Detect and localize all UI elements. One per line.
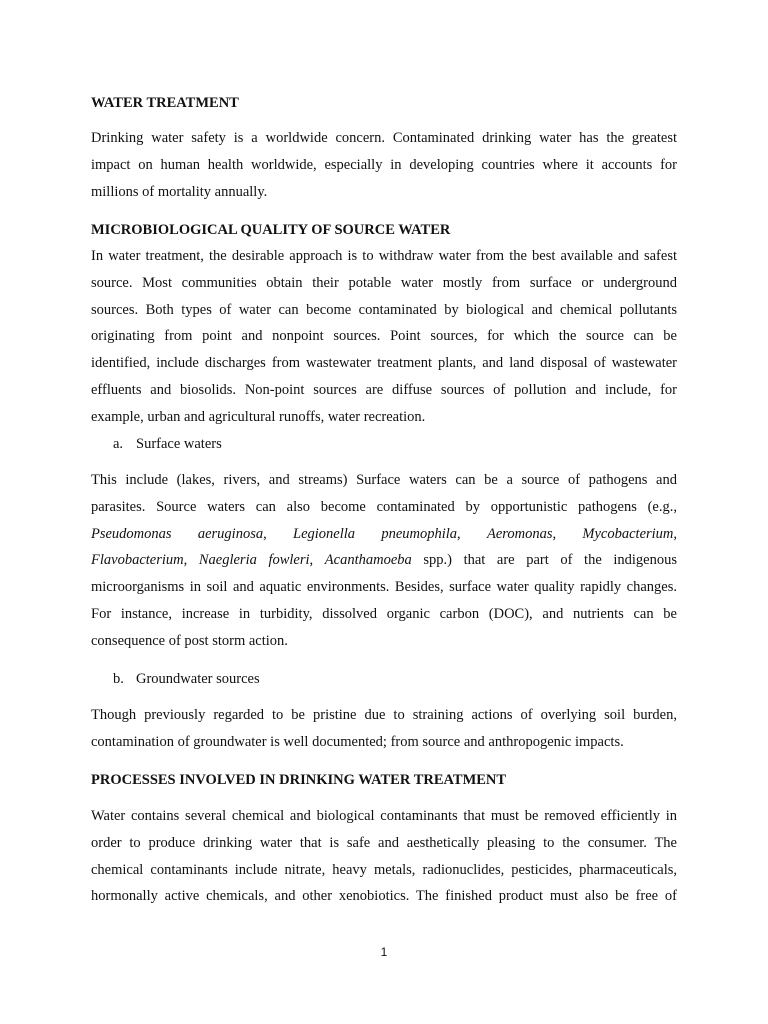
text-line: sources. Both types of water can become contaminated by biological and chemical pollutants: [91, 301, 677, 318]
species-name: Naegleria fowleri: [198, 552, 310, 569]
text-fragment: ,: [457, 525, 487, 542]
text-line: consequence of post storm action.: [91, 632, 288, 649]
text-line: identified, include discharges from wastewater treatment plants, and land disposal of wastewater: [91, 355, 677, 372]
text-line: originating from point and nonpoint sources. Point sources, for which the source can be: [91, 328, 677, 345]
heading-microbiological-quality: MICROBIOLOGICAL QUALITY OF SOURCE WATER: [91, 222, 451, 238]
list-item-surface-waters: [113, 435, 222, 453]
text-line: In water treatment, the desirable approach is to withdraw water from the best available and safest: [91, 248, 677, 264]
text-line: Water contains several chemical and biological contaminants that must be removed efficiently in: [91, 808, 677, 824]
list-item-label: Surface waters: [136, 436, 222, 452]
species-name: Pseudomonas aeruginosa: [91, 525, 264, 542]
text-line: Though previously regarded to be pristine due to straining actions of overlying soil burden,: [91, 707, 677, 723]
species-name: Mycobacterium: [582, 525, 674, 542]
list-marker: a.: [113, 436, 124, 452]
text-fragment: ,: [673, 525, 678, 542]
paragraph-source-water: [91, 243, 677, 431]
text-line: Drinking water safety is a worldwide concern. Contaminated drinking water has the greatest: [91, 130, 677, 146]
list-item-groundwater-sources: [113, 670, 260, 688]
text-line: impact on human health worldwide, especially in developing countries where it accounts for: [91, 156, 677, 173]
text-fragment: ,: [552, 525, 583, 542]
text-line: [91, 521, 677, 548]
text-line: This include (lakes, rivers, and streams) Surface waters can be a source of pathogens and: [91, 472, 677, 488]
species-name: Flavobacterium: [91, 552, 184, 569]
text-fragment: spp.) that are part of the indigenous: [411, 552, 677, 569]
text-line: parasites. Source waters can also become contaminated by opportunistic pathogens (e.g.,: [91, 498, 677, 515]
text-line: microorganisms in soil and aquatic environments. Besides, surface water quality rapidly changes.: [91, 579, 677, 596]
text-line: chemical contaminants include nitrate, heavy metals, radionuclides, pesticides, pharmaceuticals,: [91, 861, 677, 878]
text-line: hormonally active chemicals, and other xenobiotics. The finished product must also be free of: [91, 888, 677, 905]
paragraph-processes: [91, 803, 677, 910]
paragraph-groundwater: [91, 702, 677, 756]
text-fragment: ,: [183, 552, 199, 569]
text-line: order to produce drinking water that is safe and aesthetically pleasing to the consumer. The: [91, 834, 677, 851]
text-line: [91, 547, 677, 574]
paragraph-intro: [91, 125, 677, 205]
paragraph-surface-waters: [91, 467, 677, 655]
species-name: Legionella pneumophila: [293, 525, 458, 542]
species-name: Aeromonas: [486, 525, 553, 542]
text-line: For instance, increase in turbidity, dissolved organic carbon (DOC), and nutrients can be: [91, 605, 677, 622]
text-fragment: ,: [309, 552, 325, 569]
text-line: example, urban and agricultural runoffs, water recreation.: [91, 408, 426, 425]
species-name: Acanthamoeba: [324, 552, 412, 569]
text-line: contamination of groundwater is well documented; from source and anthropogenic impacts.: [91, 733, 624, 750]
text-fragment: ,: [263, 525, 294, 542]
heading-water-treatment: WATER TREATMENT: [91, 95, 239, 111]
text-line: effluents and biosolids. Non-point sources are diffuse sources of pollution and include, for: [91, 381, 677, 398]
list-marker: b.: [113, 671, 124, 687]
list-item-label: Groundwater sources: [136, 671, 260, 687]
heading-processes: PROCESSES INVOLVED IN DRINKING WATER TREATMENT: [91, 772, 507, 788]
page-number: 1: [380, 945, 388, 959]
text-line: source. Most communities obtain their potable water mostly from surface or underground: [91, 274, 677, 291]
text-line: millions of mortality annually.: [91, 183, 268, 200]
